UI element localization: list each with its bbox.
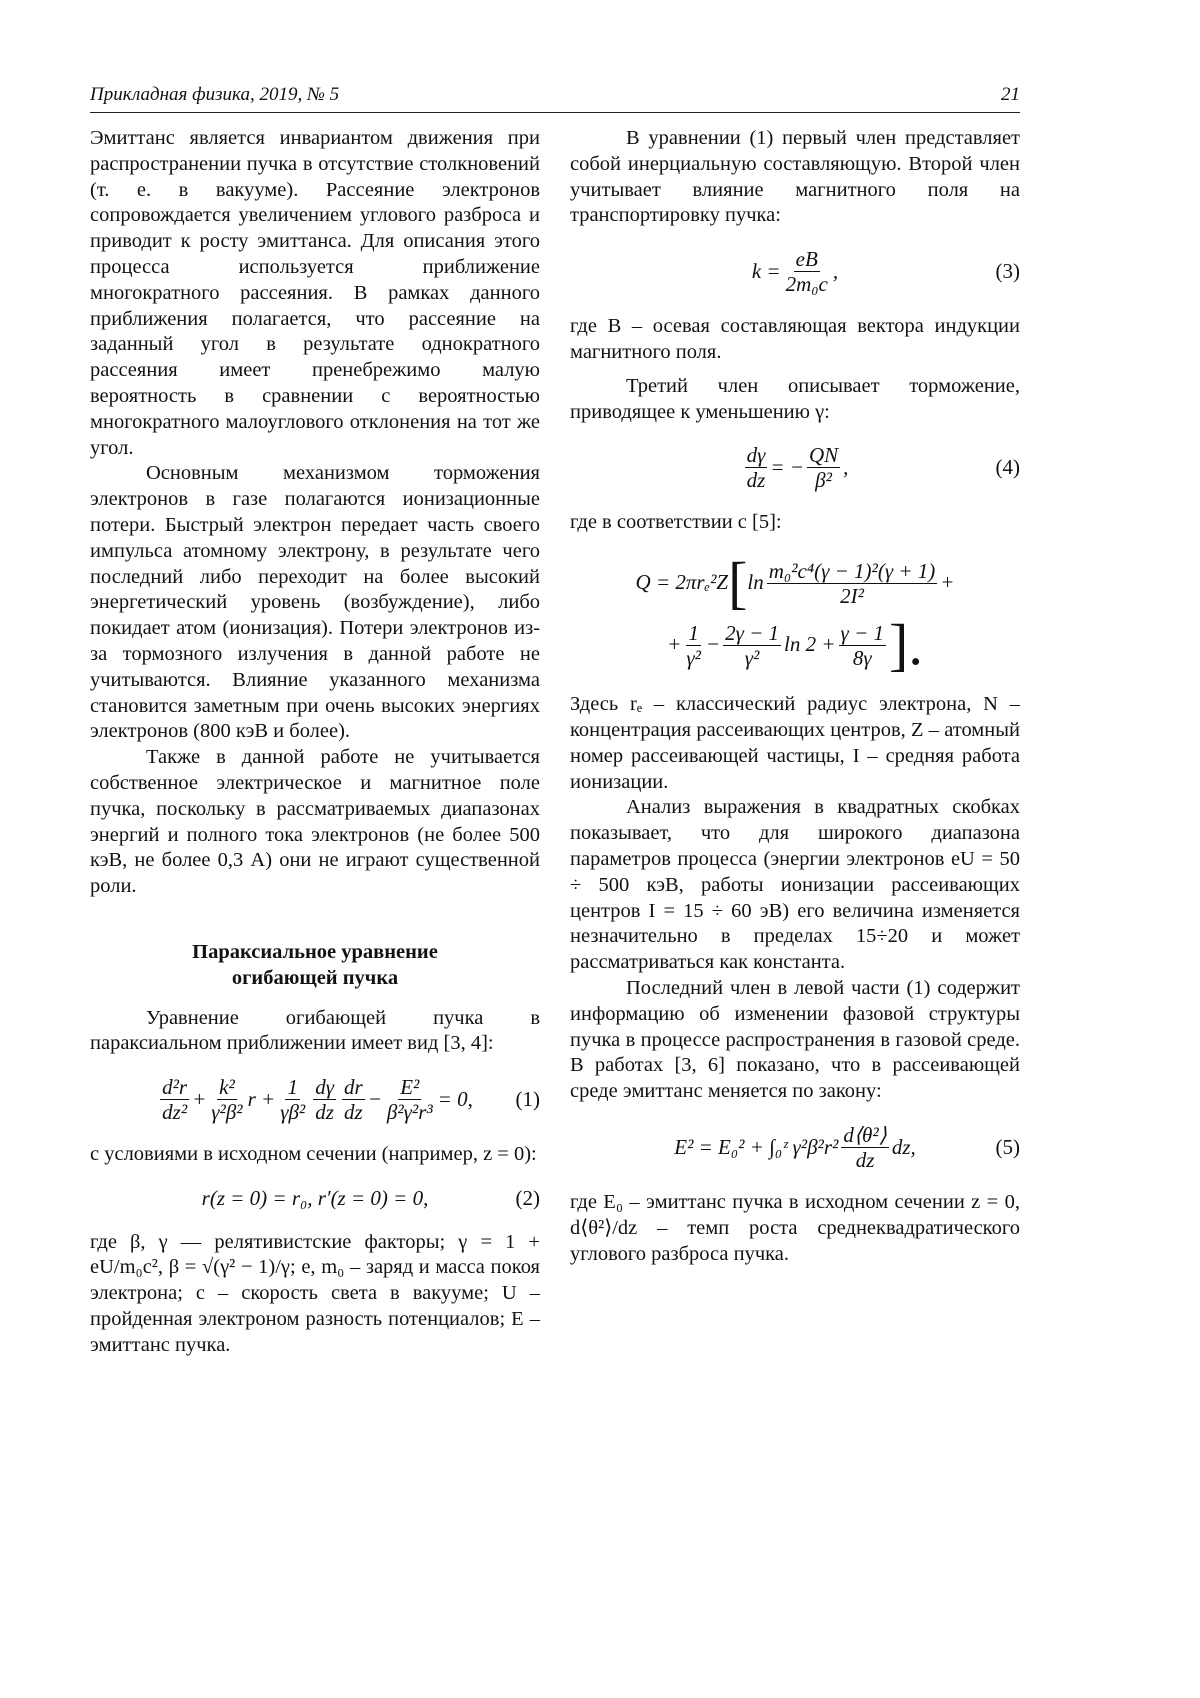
- numerator: γ − 1: [839, 621, 886, 646]
- numerator: d²r: [160, 1075, 189, 1100]
- math-term: ].: [889, 616, 923, 674]
- math-term: ln 2 +: [784, 632, 836, 658]
- math-term: +: [667, 632, 681, 658]
- math-fraction: [841, 1123, 889, 1172]
- numerator: dγ: [745, 443, 768, 468]
- equation-q-line1: [570, 554, 1020, 612]
- math-fraction: [342, 1075, 365, 1124]
- paragraph: где в соответствии с [5]:: [570, 510, 1020, 536]
- paragraph: с условиями в исходном сечении (например, z = 0):: [90, 1142, 540, 1168]
- running-header: [90, 84, 1020, 113]
- paragraph: Основным механизмом торможения электронов в газе полагаются ионизационные потери. Быстрый электрон передает часть своего импульса атомному электрону, в результате чего последний либо переходит на более высокий энергетический уровень (возбуждение), либо покидает атом (ионизация). Потери электронов из-за тормозного излучения в данной работе не учитываются. Влияние указанного механизма становится заметным при очень высоких энергиях электронов (800 кэВ и более).: [90, 461, 540, 745]
- paragraph: Здесь rₑ – классический радиус электрона, N – концентрация рассеивающих центров, Z – атомный номер рассеивающей частицы, I – средняя работа ионизации.: [570, 692, 1020, 795]
- denominator: dz: [313, 1100, 336, 1124]
- denominator: β²γ²r³: [385, 1100, 435, 1124]
- numerator: E²: [398, 1075, 421, 1100]
- denominator: β²: [813, 468, 834, 492]
- math-fraction: [313, 1075, 336, 1124]
- math-term: −: [368, 1087, 382, 1113]
- math-term: ln: [747, 570, 763, 596]
- paragraph: Анализ выражения в квадратных скобках показывает, что для широкого диапазона параметров процесса (энергии электронов eU = 50 ÷ 500 кэВ, работы ионизации рассеивающих центров I = 15 ÷ 60 эВ) его величина изменяется незначительно в пределах 15÷20 и может рассматриваться как константа.: [570, 795, 1020, 976]
- math-fraction: [209, 1075, 244, 1124]
- numerator: k²: [217, 1075, 237, 1100]
- equation-4: [570, 443, 1020, 492]
- denominator: 2I²: [838, 584, 866, 608]
- math-fraction: [723, 621, 781, 670]
- equation-number: (5): [996, 1135, 1021, 1161]
- journal-title: Прикладная физика, 2019, № 5: [90, 84, 339, 105]
- equation-q-line2: [570, 616, 1020, 674]
- numerator: dγ: [313, 1075, 336, 1100]
- math-term: = −: [770, 455, 804, 481]
- numerator: dr: [342, 1075, 365, 1100]
- denominator: dz: [854, 1148, 877, 1172]
- right-column: [570, 126, 1020, 1267]
- numerator: d⟨θ²⟩: [841, 1123, 889, 1148]
- math-term: ,: [843, 455, 848, 481]
- math-fraction: [745, 443, 768, 492]
- denominator: 8γ: [851, 646, 874, 670]
- denominator: dz²: [160, 1100, 189, 1124]
- document-page: [0, 0, 1200, 1698]
- denominator: γ²β²: [209, 1100, 244, 1124]
- equation-number: (4): [996, 455, 1021, 481]
- math-fraction: [278, 1075, 307, 1124]
- paragraph: Уравнение огибающей пучка в параксиальном приближении имеет вид [3, 4]:: [90, 1006, 540, 1058]
- paragraph: Третий член описывает торможение, приводящее к уменьшению γ:: [570, 374, 1020, 426]
- equation-number: (3): [996, 259, 1021, 285]
- left-column: [90, 126, 540, 1359]
- denominator: dz: [342, 1100, 365, 1124]
- math-term: dz,: [892, 1135, 916, 1161]
- denominator: 2m₀c: [784, 272, 830, 296]
- math-term: [: [728, 554, 747, 612]
- paragraph: Также в данной работе не учитывается собственное электрическое и магнитное поле пучка, поскольку в рассматриваемых диапазонах энергий и полного тока электронов (не более 500 кэВ, не более 0,3 А) они не играют существенной роли.: [90, 745, 540, 900]
- section-heading: Параксиальное уравнение огибающей пучка: [90, 940, 540, 992]
- denominator: γβ²: [278, 1100, 307, 1124]
- math-fraction: [784, 247, 830, 296]
- paragraph: Эмиттанс является инвариантом движения при распространении пучка в отсутствие столкновений (т. е. в вакууме). Рассеяние электронов сопровождается увеличением углового разброса и приводит к росту эмиттанса. Для описания этого процесса используется приближение многократного рассеяния. В рамках данного приближения полагается, что рассеяние на заданный угол в результате однократного рассеяния имеет пренебрежимо малую вероятность в сравнении с вероятностью многократного малоуглового отклонения на тот же угол.: [90, 126, 540, 461]
- math-fraction: [385, 1075, 435, 1124]
- denominator: γ²: [684, 646, 703, 670]
- denominator: dz: [745, 468, 768, 492]
- math-term: r(z = 0) = r₀, r′(z = 0) = 0,: [202, 1186, 429, 1212]
- math-term: −: [706, 632, 720, 658]
- paragraph: В уравнении (1) первый член представляет собой инерциальную составляющую. Второй член учитывает влияние магнитного поля на транспортировку пучка:: [570, 126, 1020, 229]
- paragraph: где E₀ – эмиттанс пучка в исходном сечении z = 0, d⟨θ²⟩/dz – темп роста среднеквадратического углового разброса пучка.: [570, 1190, 1020, 1267]
- math-fraction: [767, 559, 938, 608]
- math-term: E² = E₀² + ∫₀ᶻ γ²β²r²: [674, 1135, 838, 1161]
- equation-5: [570, 1123, 1020, 1172]
- numerator: m₀²c⁴(γ − 1)²(γ + 1): [767, 559, 938, 584]
- numerator: QN: [807, 443, 840, 468]
- denominator: γ²: [743, 646, 762, 670]
- math-fraction: [839, 621, 886, 670]
- math-term: +: [940, 570, 954, 596]
- page-number: 21: [1001, 84, 1020, 106]
- equation-2: [90, 1186, 540, 1212]
- numerator: eB: [794, 247, 820, 272]
- math-fraction: [160, 1075, 189, 1124]
- equation-3: [570, 247, 1020, 296]
- paragraph: где B – осевая составляющая вектора индукции магнитного поля.: [570, 314, 1020, 366]
- numerator: 1: [686, 621, 701, 646]
- math-term: r +: [248, 1087, 276, 1113]
- paragraph: Последний член в левой части (1) содержит информацию об изменении фазовой структуры пучка в процессе распространения в газовой среде. В работах [3, 6] показано, что в рассеивающей среде эмиттанс меняется по закону:: [570, 976, 1020, 1105]
- math-term: Q = 2πrₑ²Z: [636, 570, 729, 596]
- math-term: +: [192, 1087, 206, 1113]
- math-term: k =: [752, 259, 781, 285]
- equation-number: (2): [516, 1186, 541, 1212]
- math-term: = 0,: [438, 1087, 473, 1113]
- numerator: 2γ − 1: [723, 621, 781, 646]
- math-term: ,: [833, 259, 838, 285]
- equation-number: (1): [516, 1087, 541, 1113]
- numerator: 1: [285, 1075, 300, 1100]
- math-fraction: [807, 443, 840, 492]
- math-fraction: [684, 621, 703, 670]
- paragraph: где β, γ — релятивистские факторы; γ = 1 + eU/m₀c², β = √(γ² − 1)/γ; e, m₀ – заряд и масса покоя электрона; c – скорость света в вакууме; U – пройденная электроном разность потенциалов; E – эмиттанс пучка.: [90, 1230, 540, 1359]
- equation-1: [90, 1075, 540, 1124]
